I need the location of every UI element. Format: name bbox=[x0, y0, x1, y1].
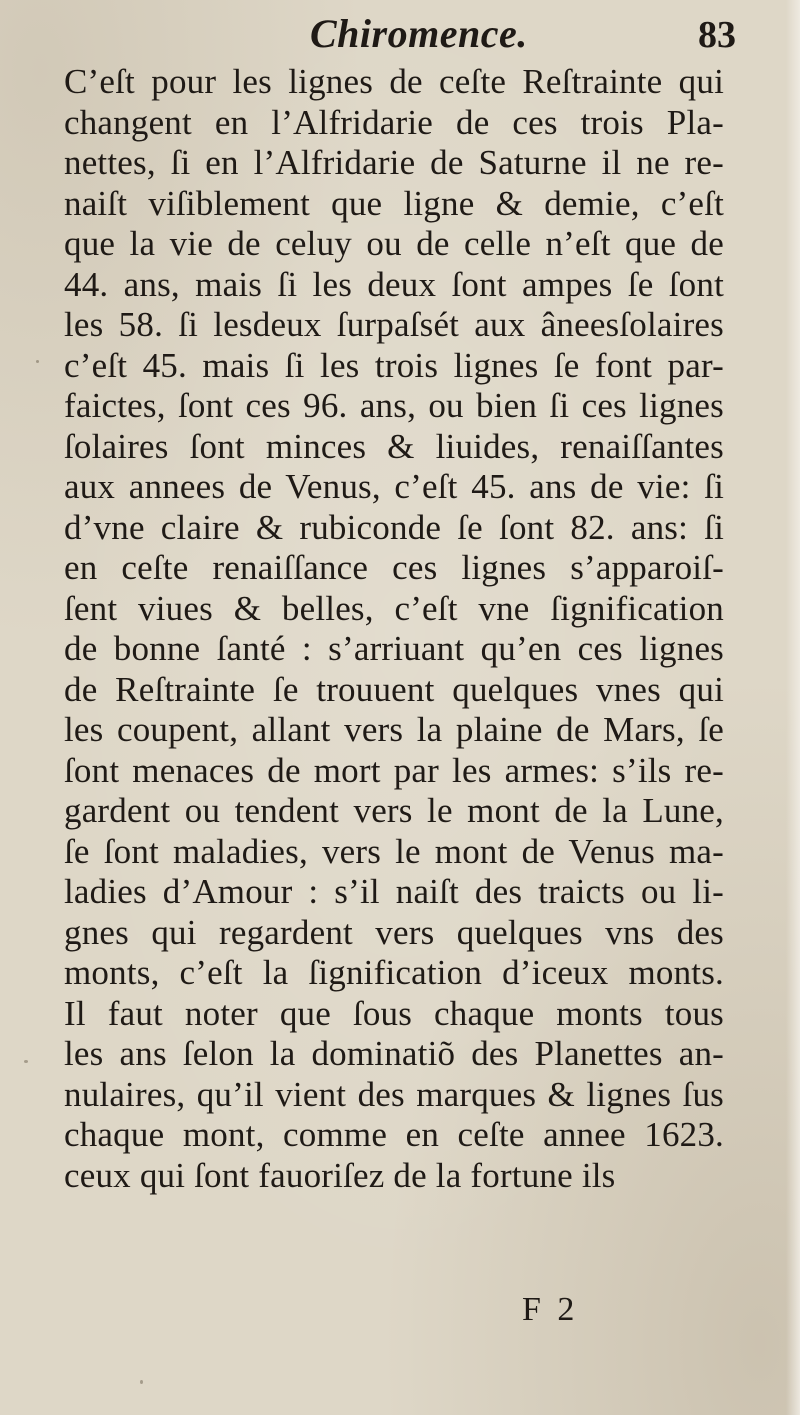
text-line: Il faut noter que ſous chaque monts tous bbox=[64, 993, 724, 1033]
text-line: de Reſtrainte ſe trouuent quelques vnes qui bbox=[64, 669, 724, 709]
text-line: chaque mont, comme en ceſte annee 1623. bbox=[64, 1115, 724, 1154]
running-head bbox=[0, 4, 800, 64]
signature-mark: F 2 bbox=[522, 1291, 579, 1328]
text-line: gardent ou tendent vers le mont de la Lune, bbox=[64, 791, 724, 830]
text-line: ſont menaces de mort par les armes: s’ils re- bbox=[64, 750, 724, 790]
text-line: nulaires, qu’il vient des marques & lignes ſus bbox=[64, 1074, 724, 1114]
text-line: changent en l’Alfridarie de ces trois Pla- bbox=[64, 102, 724, 142]
text-line: en ceſte renaiſſance ces lignes s’apparoiſ- bbox=[64, 548, 724, 587]
text-line: les ans ſelon la dominatiõ des Planettes an- bbox=[64, 1034, 724, 1073]
text-line: c’eſt 45. mais ſi les trois lignes ſe font par- bbox=[64, 345, 724, 385]
body-text bbox=[64, 62, 724, 1196]
text-line: les 58. ſi lesdeux ſurpaſsét aux âneesſolaires bbox=[64, 305, 724, 344]
text-line: ſe ſont maladies, vers le mont de Venus ma- bbox=[64, 831, 724, 871]
text-line: ſent viues & belles, c’eſt vne ſignification bbox=[64, 588, 724, 628]
paper-stain bbox=[140, 1380, 143, 1384]
text-line: de bonne ſanté : s’arriuant qu’en ces lignes bbox=[64, 629, 724, 668]
text-line: ceux qui ſont fauoriſez de la fortune ils bbox=[64, 1155, 616, 1195]
text-line: ladies d’Amour : s’il naiſt des traicts ou li- bbox=[64, 872, 724, 911]
page-number: 83 bbox=[698, 14, 736, 56]
text-line: nettes, ſi en l’Alfridarie de Saturne il ne re- bbox=[64, 143, 724, 182]
text-line: 44. ans, mais ſi les deux ſont ampes ſe ſont bbox=[64, 264, 724, 304]
text-line: monts, c’eſt la ſignification d’iceux monts. bbox=[64, 953, 724, 992]
text-line: gnes qui regardent vers quelques vns des bbox=[64, 912, 724, 952]
running-title: Chiromence. bbox=[310, 11, 528, 56]
text-line: les coupent, allant vers la plaine de Mars, ſe bbox=[64, 710, 724, 749]
paper-stain bbox=[36, 360, 39, 363]
text-line: faictes, ſont ces 96. ans, ou bien ſi ces lignes bbox=[64, 386, 724, 425]
page-edge bbox=[786, 0, 800, 1415]
text-line: que la vie de celuy ou de celle n’eſt que de bbox=[64, 224, 724, 263]
text-line: aux annees de Venus, c’eſt 45. ans de vie: ſi bbox=[64, 467, 724, 506]
text-line: d’vne claire & rubiconde ſe ſont 82. ans: ſi bbox=[64, 507, 724, 547]
text-line: ſolaires ſont minces & liuides, renaiſſantes bbox=[64, 426, 724, 466]
text-line: naiſt viſiblement que ligne & demie, c’eſt bbox=[64, 183, 724, 223]
text-line: C’eſt pour les lignes de ceſte Reſtrainte qui bbox=[64, 62, 724, 101]
paper-stain bbox=[24, 1060, 28, 1063]
